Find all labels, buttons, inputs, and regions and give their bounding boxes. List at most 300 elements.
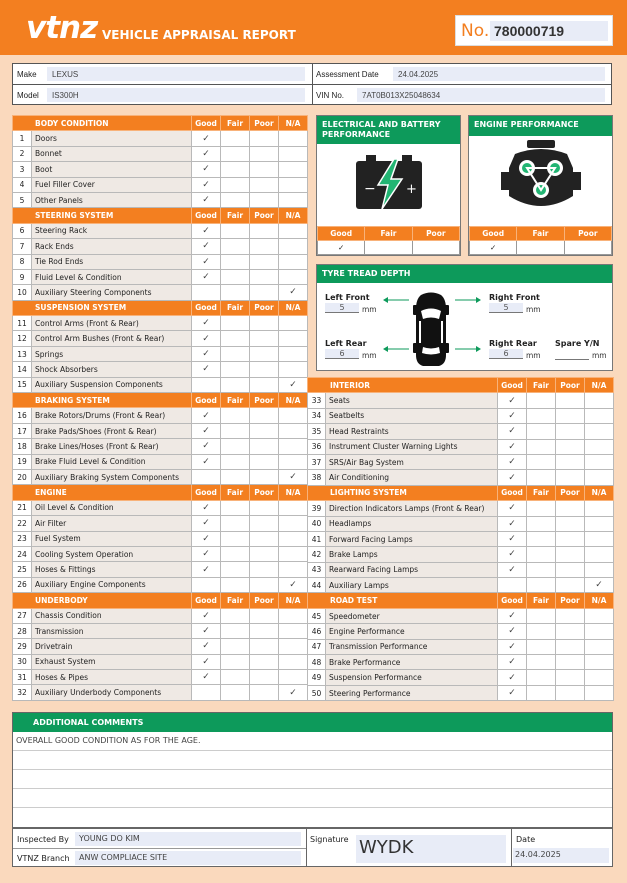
rating-cell-good[interactable]: ✓ xyxy=(498,516,527,531)
rating-cell-fair[interactable] xyxy=(221,192,250,207)
rating-cell-good[interactable]: ✓ xyxy=(498,393,527,408)
rating-cell-poor[interactable] xyxy=(250,654,279,669)
item-name: Bonnet xyxy=(32,146,192,161)
rating-col-fair: Fair xyxy=(527,485,556,500)
rating-cell-fair[interactable] xyxy=(527,531,556,546)
rating-cell-good[interactable] xyxy=(498,578,527,593)
rating-cell-na[interactable] xyxy=(279,439,308,454)
rating-cell-poor[interactable] xyxy=(250,546,279,561)
item-name: Hoses & Fittings xyxy=(32,562,192,577)
rating-cell-poor[interactable] xyxy=(556,578,585,593)
rating-cell-fair[interactable] xyxy=(527,439,556,454)
rating-cell-na[interactable] xyxy=(279,177,308,192)
rating-cell-fair[interactable] xyxy=(527,608,556,623)
item-name: Oil Level & Condition xyxy=(32,500,192,515)
table-row xyxy=(308,562,614,577)
rating-cell-fair[interactable] xyxy=(527,501,556,516)
battery-icon xyxy=(354,153,424,218)
rating-cell-fair[interactable] xyxy=(221,546,250,561)
engine-rating-poor[interactable] xyxy=(564,241,611,255)
rating-cell-fair[interactable] xyxy=(221,469,250,484)
rating-cell-na[interactable] xyxy=(279,654,308,669)
table-row xyxy=(13,146,308,161)
rating-cell-poor[interactable] xyxy=(250,469,279,484)
rating-cell-poor[interactable] xyxy=(556,424,585,439)
rating-cell-na[interactable] xyxy=(585,655,614,670)
rating-cell-poor[interactable] xyxy=(250,162,279,177)
rating-cell-na[interactable]: ✓ xyxy=(279,285,308,300)
rating-cell-good[interactable]: ✓ xyxy=(192,362,221,377)
rating-cell-good[interactable] xyxy=(192,685,221,700)
rating-cell-good[interactable]: ✓ xyxy=(192,408,221,423)
table-row xyxy=(13,577,308,592)
electrical-panel-title: ELECTRICAL AND BATTERY PERFORMANCE xyxy=(317,116,460,144)
rating-cell-na[interactable] xyxy=(585,547,614,562)
rating-cell-fair[interactable] xyxy=(221,685,250,700)
item-name: Brake Performance xyxy=(326,655,498,670)
rating-cell-poor[interactable] xyxy=(250,254,279,269)
rating-cell-poor[interactable] xyxy=(250,562,279,577)
rating-cell-fair[interactable] xyxy=(221,377,250,392)
date-field[interactable]: 24.04.2025 xyxy=(513,848,609,863)
rating-cell-na[interactable] xyxy=(585,470,614,485)
rating-cell-fair[interactable] xyxy=(527,408,556,423)
rating-cell-fair[interactable] xyxy=(221,254,250,269)
rating-cell-poor[interactable] xyxy=(250,331,279,346)
rating-cell-good[interactable]: ✓ xyxy=(192,239,221,254)
rating-cell-na[interactable]: ✓ xyxy=(279,577,308,592)
rating-cell-na[interactable] xyxy=(279,623,308,638)
rating-cell-good[interactable]: ✓ xyxy=(498,470,527,485)
rating-cell-poor[interactable] xyxy=(250,670,279,685)
table-row xyxy=(13,685,308,700)
rating-cell-good[interactable]: ✓ xyxy=(192,500,221,515)
left-rear-field[interactable]: 6 xyxy=(325,349,359,359)
comments-text[interactable]: OVERALL GOOD CONDITION AS FOR THE AGE. xyxy=(16,736,201,745)
rating-cell-fair[interactable] xyxy=(221,639,250,654)
vin-field[interactable]: 7AT0B013X25048634 xyxy=(357,88,605,102)
rating-cell-fair[interactable] xyxy=(527,393,556,408)
rating-cell-good[interactable]: ✓ xyxy=(498,531,527,546)
table-row xyxy=(308,501,614,516)
rating-cell-poor[interactable] xyxy=(556,470,585,485)
table-row xyxy=(308,624,614,639)
rating-cell-good[interactable]: ✓ xyxy=(192,531,221,546)
engine-col-good: Good xyxy=(470,227,517,241)
electrical-rating-poor[interactable] xyxy=(412,241,459,255)
right-front-field[interactable]: 5 xyxy=(489,303,523,313)
rating-cell-poor[interactable] xyxy=(250,623,279,638)
rating-cell-good[interactable]: ✓ xyxy=(498,562,527,577)
rating-cell-na[interactable] xyxy=(279,516,308,531)
svg-text:−: − xyxy=(364,181,376,197)
rating-cell-poor[interactable] xyxy=(556,685,585,700)
rating-cell-fair[interactable] xyxy=(221,608,250,623)
rating-cell-poor[interactable] xyxy=(250,408,279,423)
item-name: Rack Ends xyxy=(32,239,192,254)
item-name: Auxiliary Suspension Components xyxy=(32,377,192,392)
rating-cell-fair[interactable] xyxy=(221,362,250,377)
rating-cell-na[interactable] xyxy=(279,562,308,577)
rating-cell-fair[interactable] xyxy=(221,239,250,254)
rating-cell-poor[interactable] xyxy=(250,454,279,469)
table-row xyxy=(308,639,614,654)
rating-cell-na[interactable] xyxy=(279,223,308,238)
rating-cell-poor[interactable] xyxy=(556,439,585,454)
rating-cell-good[interactable]: ✓ xyxy=(192,146,221,161)
rating-col-fair: Fair xyxy=(221,208,250,223)
rating-cell-fair[interactable] xyxy=(527,685,556,700)
rating-cell-na[interactable]: ✓ xyxy=(585,578,614,593)
engine-icon xyxy=(501,138,581,223)
item-name: Auxiliary Underbody Components xyxy=(32,685,192,700)
rating-cell-fair[interactable] xyxy=(221,331,250,346)
rating-cell-fair[interactable] xyxy=(221,623,250,638)
rating-cell-good[interactable] xyxy=(192,285,221,300)
rating-cell-na[interactable] xyxy=(279,608,308,623)
rating-cell-fair[interactable] xyxy=(221,654,250,669)
rating-cell-good[interactable]: ✓ xyxy=(192,131,221,146)
rating-cell-poor[interactable] xyxy=(556,639,585,654)
engine-col-poor: Poor xyxy=(564,227,611,241)
rating-cell-good[interactable]: ✓ xyxy=(498,670,527,685)
rating-cell-poor[interactable] xyxy=(556,393,585,408)
section-header xyxy=(308,485,614,500)
rating-cell-poor[interactable] xyxy=(556,670,585,685)
section-header xyxy=(13,116,308,131)
item-number: 49 xyxy=(308,670,326,685)
rating-cell-na[interactable] xyxy=(279,531,308,546)
rating-cell-na[interactable] xyxy=(279,362,308,377)
item-number: 10 xyxy=(13,285,32,300)
rating-cell-poor[interactable] xyxy=(250,269,279,284)
rating-cell-poor[interactable] xyxy=(250,439,279,454)
rating-cell-good[interactable]: ✓ xyxy=(192,608,221,623)
rating-cell-fair[interactable] xyxy=(221,131,250,146)
table-row xyxy=(13,192,308,207)
rating-cell-poor[interactable] xyxy=(250,131,279,146)
rating-cell-na[interactable] xyxy=(585,516,614,531)
item-number: 4 xyxy=(13,177,32,192)
item-name: Shock Absorbers xyxy=(32,362,192,377)
rating-cell-na[interactable] xyxy=(279,454,308,469)
rating-cell-fair[interactable] xyxy=(221,562,250,577)
rating-cell-poor[interactable] xyxy=(250,639,279,654)
item-number: 26 xyxy=(13,577,32,592)
rating-cell-fair[interactable] xyxy=(221,423,250,438)
section-title: BRAKING SYSTEM xyxy=(13,393,192,408)
rating-cell-na[interactable] xyxy=(279,131,308,146)
rating-cell-good[interactable]: ✓ xyxy=(498,501,527,516)
rating-cell-poor[interactable] xyxy=(556,655,585,670)
rating-cell-good[interactable]: ✓ xyxy=(192,454,221,469)
rating-cell-poor[interactable] xyxy=(250,500,279,515)
rating-cell-good[interactable]: ✓ xyxy=(192,254,221,269)
engine-rating-table xyxy=(469,226,612,255)
rating-cell-fair[interactable] xyxy=(221,269,250,284)
right-front-label: Right Front xyxy=(489,293,540,302)
rating-cell-fair[interactable] xyxy=(221,577,250,592)
rating-cell-na[interactable] xyxy=(279,316,308,331)
rating-cell-fair[interactable] xyxy=(527,562,556,577)
rating-cell-good[interactable]: ✓ xyxy=(192,192,221,207)
rating-cell-na[interactable] xyxy=(279,500,308,515)
rating-cell-poor[interactable] xyxy=(556,454,585,469)
rating-col-poor: Poor xyxy=(556,378,585,393)
rating-cell-na[interactable] xyxy=(279,670,308,685)
rating-cell-na[interactable] xyxy=(279,239,308,254)
rating-cell-poor[interactable] xyxy=(250,377,279,392)
rating-cell-na[interactable] xyxy=(279,423,308,438)
rating-cell-fair[interactable] xyxy=(221,439,250,454)
rating-cell-poor[interactable] xyxy=(250,146,279,161)
rating-col-na: N/A xyxy=(585,378,614,393)
rating-cell-na[interactable] xyxy=(279,192,308,207)
rating-cell-fair[interactable] xyxy=(221,177,250,192)
engine-rating-good[interactable]: ✓ xyxy=(470,241,517,255)
table-row xyxy=(308,408,614,423)
rating-cell-fair[interactable] xyxy=(221,516,250,531)
rating-cell-good[interactable]: ✓ xyxy=(498,408,527,423)
table-row xyxy=(13,562,308,577)
rating-cell-good[interactable]: ✓ xyxy=(192,346,221,361)
rating-cell-fair[interactable] xyxy=(527,454,556,469)
rating-cell-good[interactable]: ✓ xyxy=(192,223,221,238)
table-row xyxy=(308,685,614,700)
section-title: LIGHTING SYSTEM xyxy=(308,485,498,500)
rating-cell-good[interactable]: ✓ xyxy=(192,439,221,454)
rating-cell-poor[interactable] xyxy=(250,316,279,331)
rating-cell-na[interactable] xyxy=(279,639,308,654)
rating-cell-poor[interactable] xyxy=(250,423,279,438)
item-name: Engine Performance xyxy=(326,624,498,639)
left-front-unit: mm xyxy=(362,305,377,314)
rating-cell-good[interactable]: ✓ xyxy=(192,546,221,561)
rating-cell-good[interactable]: ✓ xyxy=(498,639,527,654)
rating-cell-good[interactable]: ✓ xyxy=(498,454,527,469)
rating-cell-fair[interactable] xyxy=(221,316,250,331)
rating-cell-fair[interactable] xyxy=(221,500,250,515)
rating-col-good: Good xyxy=(192,116,221,131)
rating-cell-good[interactable]: ✓ xyxy=(192,516,221,531)
electrical-rating-fair[interactable] xyxy=(365,241,412,255)
rating-cell-fair[interactable] xyxy=(221,146,250,161)
rating-cell-poor[interactable] xyxy=(556,516,585,531)
rating-col-na: N/A xyxy=(585,485,614,500)
item-number: 50 xyxy=(308,685,326,700)
rating-cell-fair[interactable] xyxy=(221,670,250,685)
rating-cell-na[interactable] xyxy=(585,562,614,577)
item-name: Exhaust System xyxy=(32,654,192,669)
rating-cell-na[interactable] xyxy=(279,269,308,284)
rating-cell-poor[interactable] xyxy=(250,177,279,192)
rating-cell-good[interactable]: ✓ xyxy=(498,424,527,439)
rating-cell-na[interactable] xyxy=(585,670,614,685)
rating-cell-fair[interactable] xyxy=(527,578,556,593)
rating-cell-good[interactable]: ✓ xyxy=(192,269,221,284)
item-number: 19 xyxy=(13,454,32,469)
rating-cell-na[interactable] xyxy=(585,424,614,439)
rating-cell-poor[interactable] xyxy=(250,516,279,531)
rating-cell-na[interactable] xyxy=(585,393,614,408)
left-front-field[interactable]: 5 xyxy=(325,303,359,313)
rating-cell-fair[interactable] xyxy=(527,655,556,670)
rating-cell-good[interactable]: ✓ xyxy=(192,639,221,654)
rating-cell-poor[interactable] xyxy=(250,685,279,700)
table-row xyxy=(13,131,308,146)
rating-cell-na[interactable]: ✓ xyxy=(279,377,308,392)
rating-cell-fair[interactable] xyxy=(221,408,250,423)
rating-cell-good[interactable]: ✓ xyxy=(498,685,527,700)
rating-cell-na[interactable] xyxy=(279,331,308,346)
make-field[interactable]: LEXUS xyxy=(47,67,305,81)
item-number: 1 xyxy=(13,131,32,146)
rating-cell-poor[interactable] xyxy=(250,362,279,377)
rating-cell-na[interactable] xyxy=(279,254,308,269)
item-number: 31 xyxy=(13,670,32,685)
rating-cell-poor[interactable] xyxy=(556,547,585,562)
table-row xyxy=(13,269,308,284)
rating-col-poor: Poor xyxy=(250,300,279,315)
rating-cell-poor[interactable] xyxy=(556,531,585,546)
rating-cell-na[interactable] xyxy=(279,346,308,361)
section-title: INTERIOR xyxy=(308,378,498,393)
table-row xyxy=(13,254,308,269)
rating-cell-na[interactable] xyxy=(279,162,308,177)
rating-cell-na[interactable] xyxy=(279,408,308,423)
rating-cell-fair[interactable] xyxy=(221,285,250,300)
branch-field[interactable]: ANW COMPLIACE SITE xyxy=(75,851,301,865)
section-header xyxy=(13,393,308,408)
rating-col-poor: Poor xyxy=(556,485,585,500)
rating-cell-fair[interactable] xyxy=(527,516,556,531)
item-number: 14 xyxy=(13,362,32,377)
item-number: 29 xyxy=(13,639,32,654)
inspected-by-field[interactable]: YOUNG DO KIM xyxy=(75,832,301,846)
rating-cell-good[interactable]: ✓ xyxy=(498,624,527,639)
rating-cell-na[interactable] xyxy=(585,531,614,546)
item-number: 43 xyxy=(308,562,326,577)
rating-cell-good[interactable]: ✓ xyxy=(192,623,221,638)
rating-cell-poor[interactable] xyxy=(556,624,585,639)
rating-cell-good[interactable]: ✓ xyxy=(192,331,221,346)
rating-cell-good[interactable]: ✓ xyxy=(498,439,527,454)
rating-cell-poor[interactable] xyxy=(556,562,585,577)
rating-cell-fair[interactable] xyxy=(527,547,556,562)
rating-cell-na[interactable] xyxy=(585,439,614,454)
rating-cell-na[interactable]: ✓ xyxy=(279,469,308,484)
tyre-tread-panel xyxy=(316,264,613,371)
table-row xyxy=(308,547,614,562)
spare-unit: mm xyxy=(592,351,607,360)
rating-cell-fair[interactable] xyxy=(221,346,250,361)
item-number: 27 xyxy=(13,608,32,623)
rating-cell-fair[interactable] xyxy=(221,454,250,469)
assessment-date-field[interactable]: 24.04.2025 xyxy=(393,67,605,81)
rating-cell-poor[interactable] xyxy=(556,408,585,423)
section-title: ROAD TEST xyxy=(308,593,498,608)
rating-cell-fair[interactable] xyxy=(527,624,556,639)
rating-cell-na[interactable] xyxy=(279,546,308,561)
table-row xyxy=(308,531,614,546)
signature-field[interactable]: WYDK xyxy=(356,835,506,863)
rating-cell-good[interactable]: ✓ xyxy=(192,654,221,669)
item-number: 7 xyxy=(13,239,32,254)
item-name: Forward Facing Lamps xyxy=(326,531,498,546)
rating-cell-poor[interactable] xyxy=(250,285,279,300)
item-name: Air Filter xyxy=(32,516,192,531)
item-name: Brake Fluid Level & Condition xyxy=(32,454,192,469)
rating-cell-good[interactable]: ✓ xyxy=(192,670,221,685)
rating-cell-good[interactable] xyxy=(192,577,221,592)
rating-cell-good[interactable] xyxy=(192,469,221,484)
rating-cell-good[interactable]: ✓ xyxy=(498,547,527,562)
rating-cell-poor[interactable] xyxy=(250,192,279,207)
rating-col-good: Good xyxy=(192,300,221,315)
electrical-rating-good[interactable]: ✓ xyxy=(318,241,365,255)
rating-cell-good[interactable]: ✓ xyxy=(498,655,527,670)
rating-cell-na[interactable] xyxy=(585,685,614,700)
rating-cell-fair[interactable] xyxy=(221,162,250,177)
rating-cell-good[interactable]: ✓ xyxy=(192,562,221,577)
rating-cell-na[interactable] xyxy=(585,501,614,516)
item-number: 16 xyxy=(13,408,32,423)
left-rear-unit: mm xyxy=(362,351,377,360)
rating-cell-good[interactable]: ✓ xyxy=(192,162,221,177)
item-name: Transmission xyxy=(32,623,192,638)
rating-cell-na[interactable] xyxy=(585,454,614,469)
item-name: Headlamps xyxy=(326,516,498,531)
rating-cell-good[interactable]: ✓ xyxy=(192,177,221,192)
rating-cell-na[interactable] xyxy=(585,408,614,423)
right-rear-field[interactable]: 6 xyxy=(489,349,523,359)
model-field[interactable]: IS300H xyxy=(47,88,305,102)
rating-cell-fair[interactable] xyxy=(527,424,556,439)
rating-cell-na[interactable] xyxy=(279,146,308,161)
rating-cell-good[interactable]: ✓ xyxy=(192,316,221,331)
rating-cell-poor[interactable] xyxy=(250,608,279,623)
item-number: 38 xyxy=(308,470,326,485)
engine-col-fair: Fair xyxy=(517,227,564,241)
rating-cell-fair[interactable] xyxy=(221,223,250,238)
rating-cell-na[interactable]: ✓ xyxy=(279,685,308,700)
spare-field[interactable] xyxy=(555,349,589,360)
rating-cell-poor[interactable] xyxy=(250,223,279,238)
rating-cell-na[interactable] xyxy=(585,624,614,639)
rating-cell-fair[interactable] xyxy=(527,639,556,654)
rating-cell-poor[interactable] xyxy=(250,239,279,254)
rating-cell-good[interactable]: ✓ xyxy=(498,608,527,623)
rating-cell-poor[interactable] xyxy=(556,501,585,516)
rating-cell-na[interactable] xyxy=(585,608,614,623)
report-number-field[interactable]: 780000719 xyxy=(490,21,608,41)
rating-cell-poor[interactable] xyxy=(250,346,279,361)
rating-cell-poor[interactable] xyxy=(556,608,585,623)
item-name: Air Conditioning xyxy=(326,470,498,485)
rating-cell-good[interactable]: ✓ xyxy=(192,423,221,438)
item-number: 34 xyxy=(308,408,326,423)
engine-rating-fair[interactable] xyxy=(517,241,564,255)
rating-cell-fair[interactable] xyxy=(527,470,556,485)
item-number: 35 xyxy=(308,424,326,439)
rating-cell-fair[interactable] xyxy=(221,531,250,546)
item-name: SRS/Air Bag System xyxy=(326,454,498,469)
rating-cell-poor[interactable] xyxy=(250,577,279,592)
rating-cell-fair[interactable] xyxy=(527,670,556,685)
rating-cell-good[interactable] xyxy=(192,377,221,392)
rating-cell-na[interactable] xyxy=(585,639,614,654)
rating-cell-poor[interactable] xyxy=(250,531,279,546)
